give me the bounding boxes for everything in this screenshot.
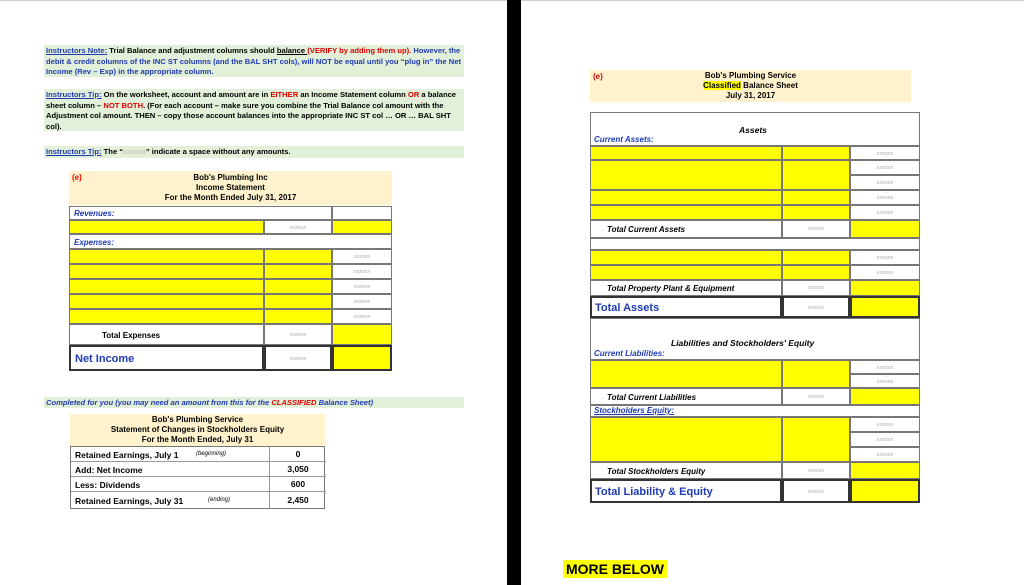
current-asset-account-input[interactable]: [590, 146, 782, 160]
total-liab-equity-input[interactable]: [850, 479, 920, 503]
total-assets-label: Total Assets: [595, 302, 660, 314]
equity-row-value: 3,050: [269, 462, 326, 477]
note-label: Instructors Note:: [46, 46, 108, 55]
current-liability-amount-input[interactable]: [782, 360, 850, 388]
placeholder-cell: xxxxxx: [782, 479, 850, 503]
income-company: Bob's Plumbing Inc: [193, 173, 268, 182]
income-statement-table: [69, 206, 392, 374]
instructors-note: [44, 45, 464, 77]
placeholder-cell: xxxxxx: [850, 146, 920, 160]
equity-row-label: Retained Earnings, July 31: [75, 496, 184, 506]
note-verify: (VERIFY by adding them up).: [307, 46, 412, 55]
placeholder-cell: xxxxxx: [850, 190, 920, 205]
expense-account-input[interactable]: [69, 294, 264, 309]
placeholder-cell: xxxxxx: [850, 374, 920, 388]
tip1-notboth: NOT BOTH: [103, 100, 144, 110]
instructors-tip-2: [44, 146, 464, 158]
equity-period: For the Month Ended, July 31: [141, 435, 254, 444]
equity-row-label: Less: Dividends: [75, 480, 141, 490]
completed-classified: CLASSIFIED: [271, 398, 317, 407]
liab-equity-heading: Liabilities and Stockholders' Equity: [671, 338, 815, 348]
expense-amount-input[interactable]: [264, 294, 332, 309]
equity-row-suffix: (ending): [208, 497, 231, 503]
current-asset-amount-input[interactable]: [782, 146, 850, 160]
revenues-label: Revenues:: [74, 209, 115, 218]
ppe-account-input[interactable]: [590, 250, 782, 265]
placeholder-cell: xxxxxx: [332, 264, 392, 279]
equity-row-value: 2,450: [269, 492, 326, 509]
total-liab-equity-label: Total Liability & Equity: [595, 486, 713, 498]
total-expenses-label: Total Expenses: [102, 331, 161, 340]
equity-row: [71, 492, 326, 509]
total-current-liabilities-input[interactable]: [850, 388, 920, 405]
tip2-label: Instructors Tip:: [46, 147, 102, 156]
equity-statement-header: [70, 414, 325, 446]
note-text-1: Trial Balance and adjustment columns should: [107, 46, 277, 55]
equity-row: [71, 462, 326, 477]
revenue-account-input[interactable]: [69, 220, 264, 234]
placeholder-cell: xxxxxx: [782, 296, 850, 318]
expense-amount-input[interactable]: [264, 279, 332, 294]
equity-row: [71, 477, 326, 492]
placeholder-cell: xxxxxx: [782, 462, 850, 479]
note-text-2: balance: [276, 46, 308, 55]
tip1-or: OR: [407, 90, 420, 99]
current-asset-amount-input[interactable]: [782, 160, 850, 190]
current-asset-account-input[interactable]: [590, 205, 782, 220]
expense-account-input[interactable]: [69, 309, 264, 324]
equity-row-suffix: (beginning): [196, 451, 227, 457]
placeholder-cell: xxxxxx: [850, 432, 920, 447]
tip1-text-2: an Income Statement column: [298, 90, 408, 99]
placeholder-cell: xxxxxx: [850, 205, 920, 220]
current-liability-account-input[interactable]: [590, 360, 782, 388]
net-income-input[interactable]: [332, 345, 392, 371]
total-current-assets-label: Total Current Assets: [607, 225, 686, 234]
total-stockholders-equity-input[interactable]: [850, 462, 920, 479]
equity-row-label: Retained Earnings, July 1: [75, 450, 179, 460]
note-text-4: However, the debit & credit columns of the INC ST columns (and the BAL SHT cols), will NOT be equal until you “plug in” the Net Income (Rev – Exp) in the appropriate column.: [46, 46, 462, 76]
bs-title: Balance Sheet: [740, 81, 798, 90]
bs-date: July 31, 2017: [725, 91, 776, 100]
revenue-amount-input[interactable]: [332, 220, 392, 234]
placeholder-cell: xxxxxx: [332, 249, 392, 264]
tip1-text-1: On the worksheet, account and amount are in: [101, 90, 271, 99]
total-assets-input[interactable]: [850, 296, 920, 318]
ppe-amount-input[interactable]: [782, 265, 850, 280]
placeholder-cell: xxxxxx: [782, 220, 850, 238]
equity-title: Statement of Changes in Stockholders Equity: [110, 425, 285, 434]
balance-sheet-table: [590, 112, 920, 504]
current-assets-label: Current Assets:: [594, 135, 654, 144]
assets-heading: Assets: [739, 125, 767, 135]
placeholder-cell: xxxxxx: [850, 265, 920, 280]
current-asset-account-input[interactable]: [590, 160, 782, 190]
expenses-label: Expenses:: [74, 238, 115, 247]
page-divider: [507, 0, 521, 585]
placeholder-cell: xxxxxx: [264, 345, 332, 371]
net-income-label: Net Income: [75, 353, 135, 365]
placeholder-cell: xxxxxx: [850, 175, 920, 190]
ppe-amount-input[interactable]: [782, 250, 850, 265]
instructors-tip-1: [44, 89, 464, 131]
tip1-text-3: a balance sheet column –: [46, 90, 457, 110]
completed-note: [44, 397, 464, 408]
tip2-xx: xxxxxx: [123, 147, 146, 156]
current-asset-account-input[interactable]: [590, 190, 782, 205]
income-statement-header: [69, 171, 392, 205]
completed-text-2: Balance Sheet): [316, 398, 374, 407]
total-expenses-input[interactable]: [332, 324, 392, 345]
completed-text-1: Completed for you (you may need an amount from this for the: [46, 398, 272, 407]
stockholders-equity-label: Stockholders Equity:: [594, 406, 675, 415]
bs-company: Bob's Plumbing Service: [704, 71, 797, 80]
placeholder-cell: xxxxxx: [782, 388, 850, 405]
placeholder-cell: xxxxxx: [264, 220, 332, 234]
placeholder-cell: xxxxxx: [850, 160, 920, 175]
equity-account-input[interactable]: [590, 417, 782, 462]
expense-amount-input[interactable]: [264, 249, 332, 264]
tip1-either: EITHER: [270, 90, 299, 99]
placeholder-cell: xxxxxx: [850, 360, 920, 374]
placeholder-cell: xxxxxx: [264, 324, 332, 345]
expense-account-input[interactable]: [69, 249, 264, 264]
tip1-label: Instructors Tip:: [46, 90, 102, 99]
income-title: Income Statement: [196, 183, 265, 192]
equity-row: [71, 447, 326, 462]
tip1-text-4: . (For each account – make sure you combine the Trial Balance col amount with the Adjustment col amount. THEN – copy those account balances into the appropriate INC ST col … OR … BAL SHT col).: [46, 100, 451, 131]
expense-amount-input[interactable]: [264, 309, 332, 324]
placeholder-cell: xxxxxx: [850, 250, 920, 265]
tip2-text-2: ” indicate a space without any amounts.: [145, 147, 291, 156]
equity-amount-input[interactable]: [782, 417, 850, 462]
placeholder-cell: xxxxxx: [850, 447, 920, 462]
placeholder-cell: xxxxxx: [332, 279, 392, 294]
equity-row-label: Add: Net Income: [75, 465, 143, 475]
total-current-liabilities-label: Total Current Liabilities: [607, 393, 697, 402]
ppe-account-input[interactable]: [590, 265, 782, 280]
total-ppe-label: Total Property Plant & Equipment: [607, 284, 735, 293]
equity-company: Bob's Plumbing Service: [151, 415, 244, 424]
income-period: For the Month Ended July 31, 2017: [164, 193, 297, 202]
placeholder-cell: xxxxxx: [332, 309, 392, 324]
placeholder-cell: xxxxxx: [850, 417, 920, 432]
equity-row-value: 0: [269, 447, 326, 462]
equity-statement-table: [70, 446, 325, 509]
more-below-banner: MORE BELOW: [563, 560, 667, 578]
expense-amount-input[interactable]: [264, 264, 332, 279]
total-current-assets-input[interactable]: [850, 220, 920, 238]
part-e-tag: (e): [72, 173, 82, 182]
part-e-tag: (e): [593, 72, 603, 81]
placeholder-cell: xxxxxx: [782, 280, 850, 296]
balance-sheet-header: [590, 70, 911, 102]
total-ppe-input[interactable]: [850, 280, 920, 296]
equity-row-value: 600: [269, 477, 326, 492]
placeholder-cell: xxxxxx: [332, 294, 392, 309]
bs-classified: Classified: [703, 81, 741, 90]
current-asset-amount-input[interactable]: [782, 205, 850, 220]
tip2-text-1: The “: [101, 147, 124, 156]
total-stockholders-equity-label: Total Stockholders Equity: [607, 467, 706, 476]
current-liabilities-label: Current Liabilities:: [594, 349, 665, 358]
expense-account-input[interactable]: [69, 279, 264, 294]
expense-account-input[interactable]: [69, 264, 264, 279]
current-asset-amount-input[interactable]: [782, 190, 850, 205]
